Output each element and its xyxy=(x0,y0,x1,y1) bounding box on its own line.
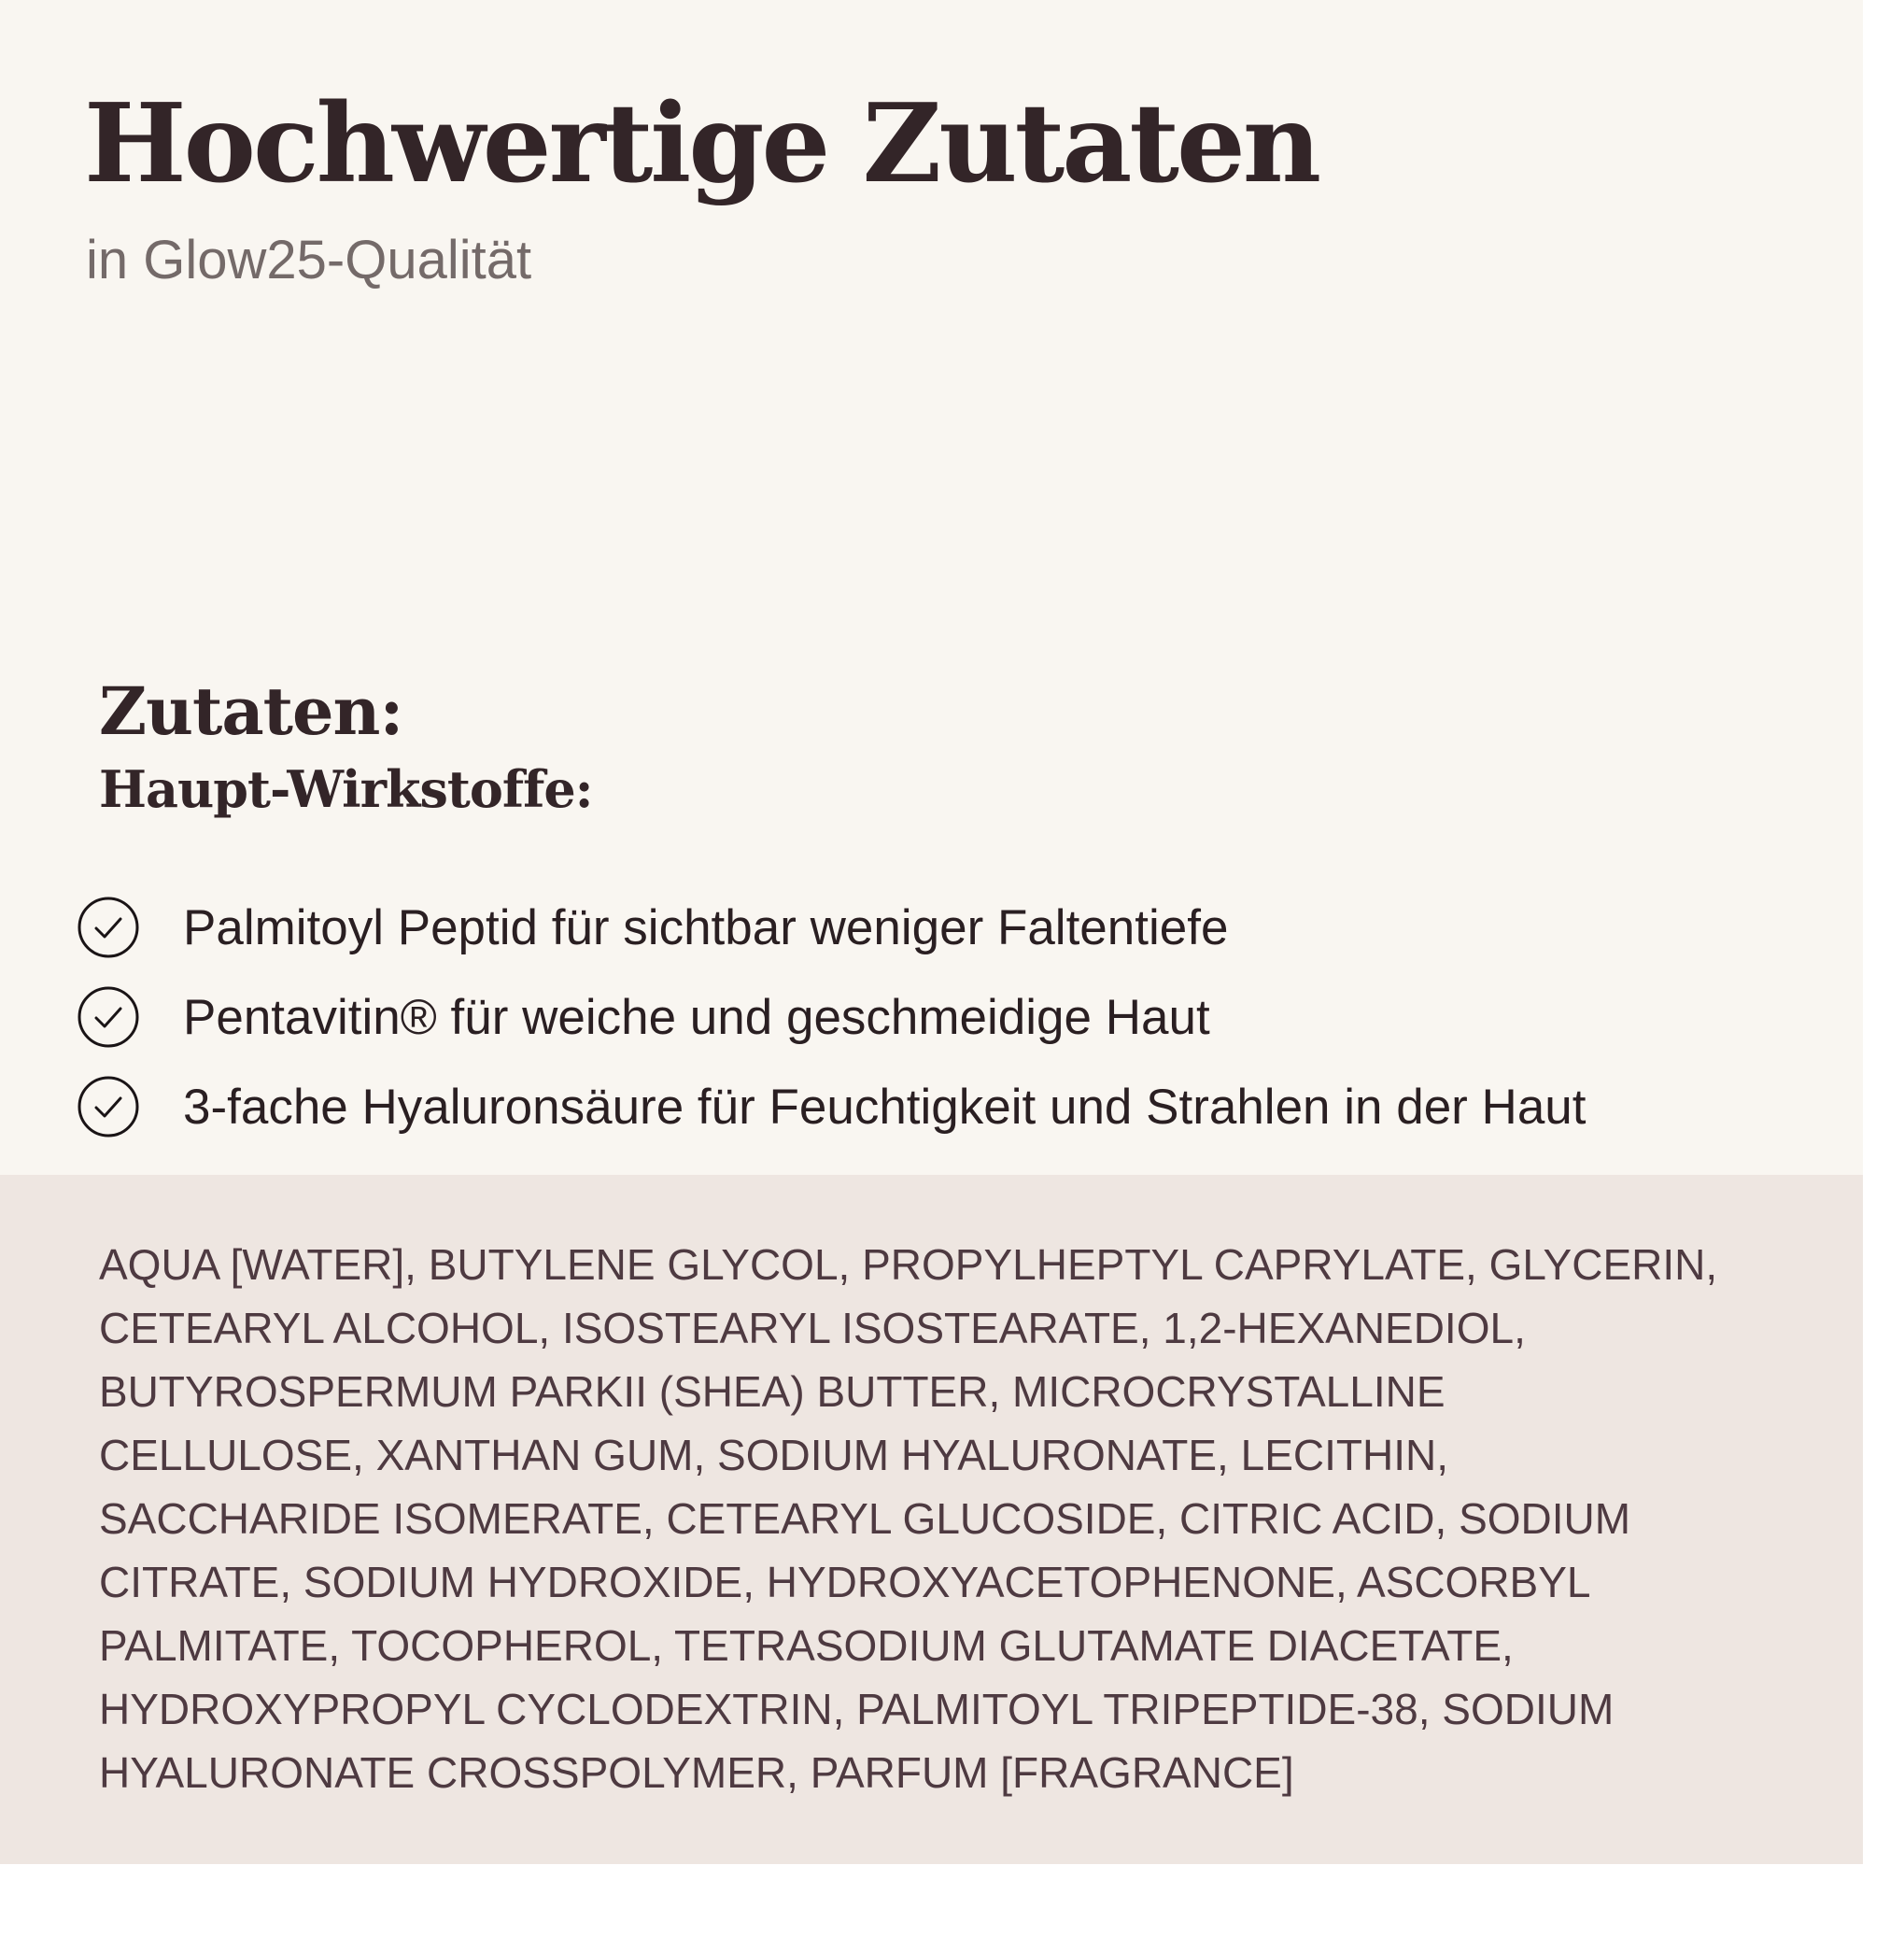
inci-line: CELLULOSE, XANTHAN GUM, SODIUM HYALURONATE, LECITHIN, xyxy=(99,1431,1448,1479)
check-circle-icon xyxy=(77,1075,140,1138)
inci-list xyxy=(99,1233,1808,1804)
ingredients-heading: Zutaten: xyxy=(99,672,403,750)
main-actives-heading: Haupt-Wirkstoffe: xyxy=(99,759,593,819)
inci-line: CETEARYL ALCOHOL, ISOSTEARYL ISOSTEARATE, 1,2-HEXANEDIOL, xyxy=(99,1304,1526,1352)
check-circle-icon xyxy=(77,896,140,959)
benefit-text: Pentavitin® für weiche und geschmeidige Haut xyxy=(183,989,1210,1045)
benefit-text: Palmitoyl Peptid für sichtbar weniger Faltentiefe xyxy=(183,899,1229,955)
inci-line: AQUA [WATER], BUTYLENE GLYCOL, PROPYLHEPTYL CAPRYLATE, GLYCERIN, xyxy=(99,1240,1718,1289)
benefit-item xyxy=(77,1062,1587,1152)
inci-line: BUTYROSPERMUM PARKII (SHEA) BUTTER, MICROCRYSTALLINE xyxy=(99,1367,1446,1416)
benefits-list xyxy=(77,883,1587,1152)
inci-line: HYALURONATE CROSSPOLYMER, PARFUM [FRAGRANCE] xyxy=(99,1748,1294,1797)
check-circle-icon xyxy=(77,985,140,1049)
inci-line: PALMITATE, TOCOPHEROL, TETRASODIUM GLUTAMATE DIACETATE, xyxy=(99,1621,1514,1670)
benefit-text: 3-fache Hyaluronsäure für Feuchtigkeit und Strahlen in der Haut xyxy=(183,1079,1587,1135)
inci-line: HYDROXYPROPYL CYCLODEXTRIN, PALMITOYL TRIPEPTIDE-38, SODIUM xyxy=(99,1685,1615,1733)
inci-line: CITRATE, SODIUM HYDROXIDE, HYDROXYACETOPHENONE, ASCORBYL xyxy=(99,1558,1591,1606)
page-subtitle: in Glow25-Qualität xyxy=(86,230,532,290)
benefit-item xyxy=(77,883,1587,972)
page-title: Hochwertige Zutaten xyxy=(84,80,1319,207)
benefit-item xyxy=(77,972,1587,1062)
inci-line: SACCHARIDE ISOMERATE, CETEARYL GLUCOSIDE, CITRIC ACID, SODIUM xyxy=(99,1494,1631,1543)
